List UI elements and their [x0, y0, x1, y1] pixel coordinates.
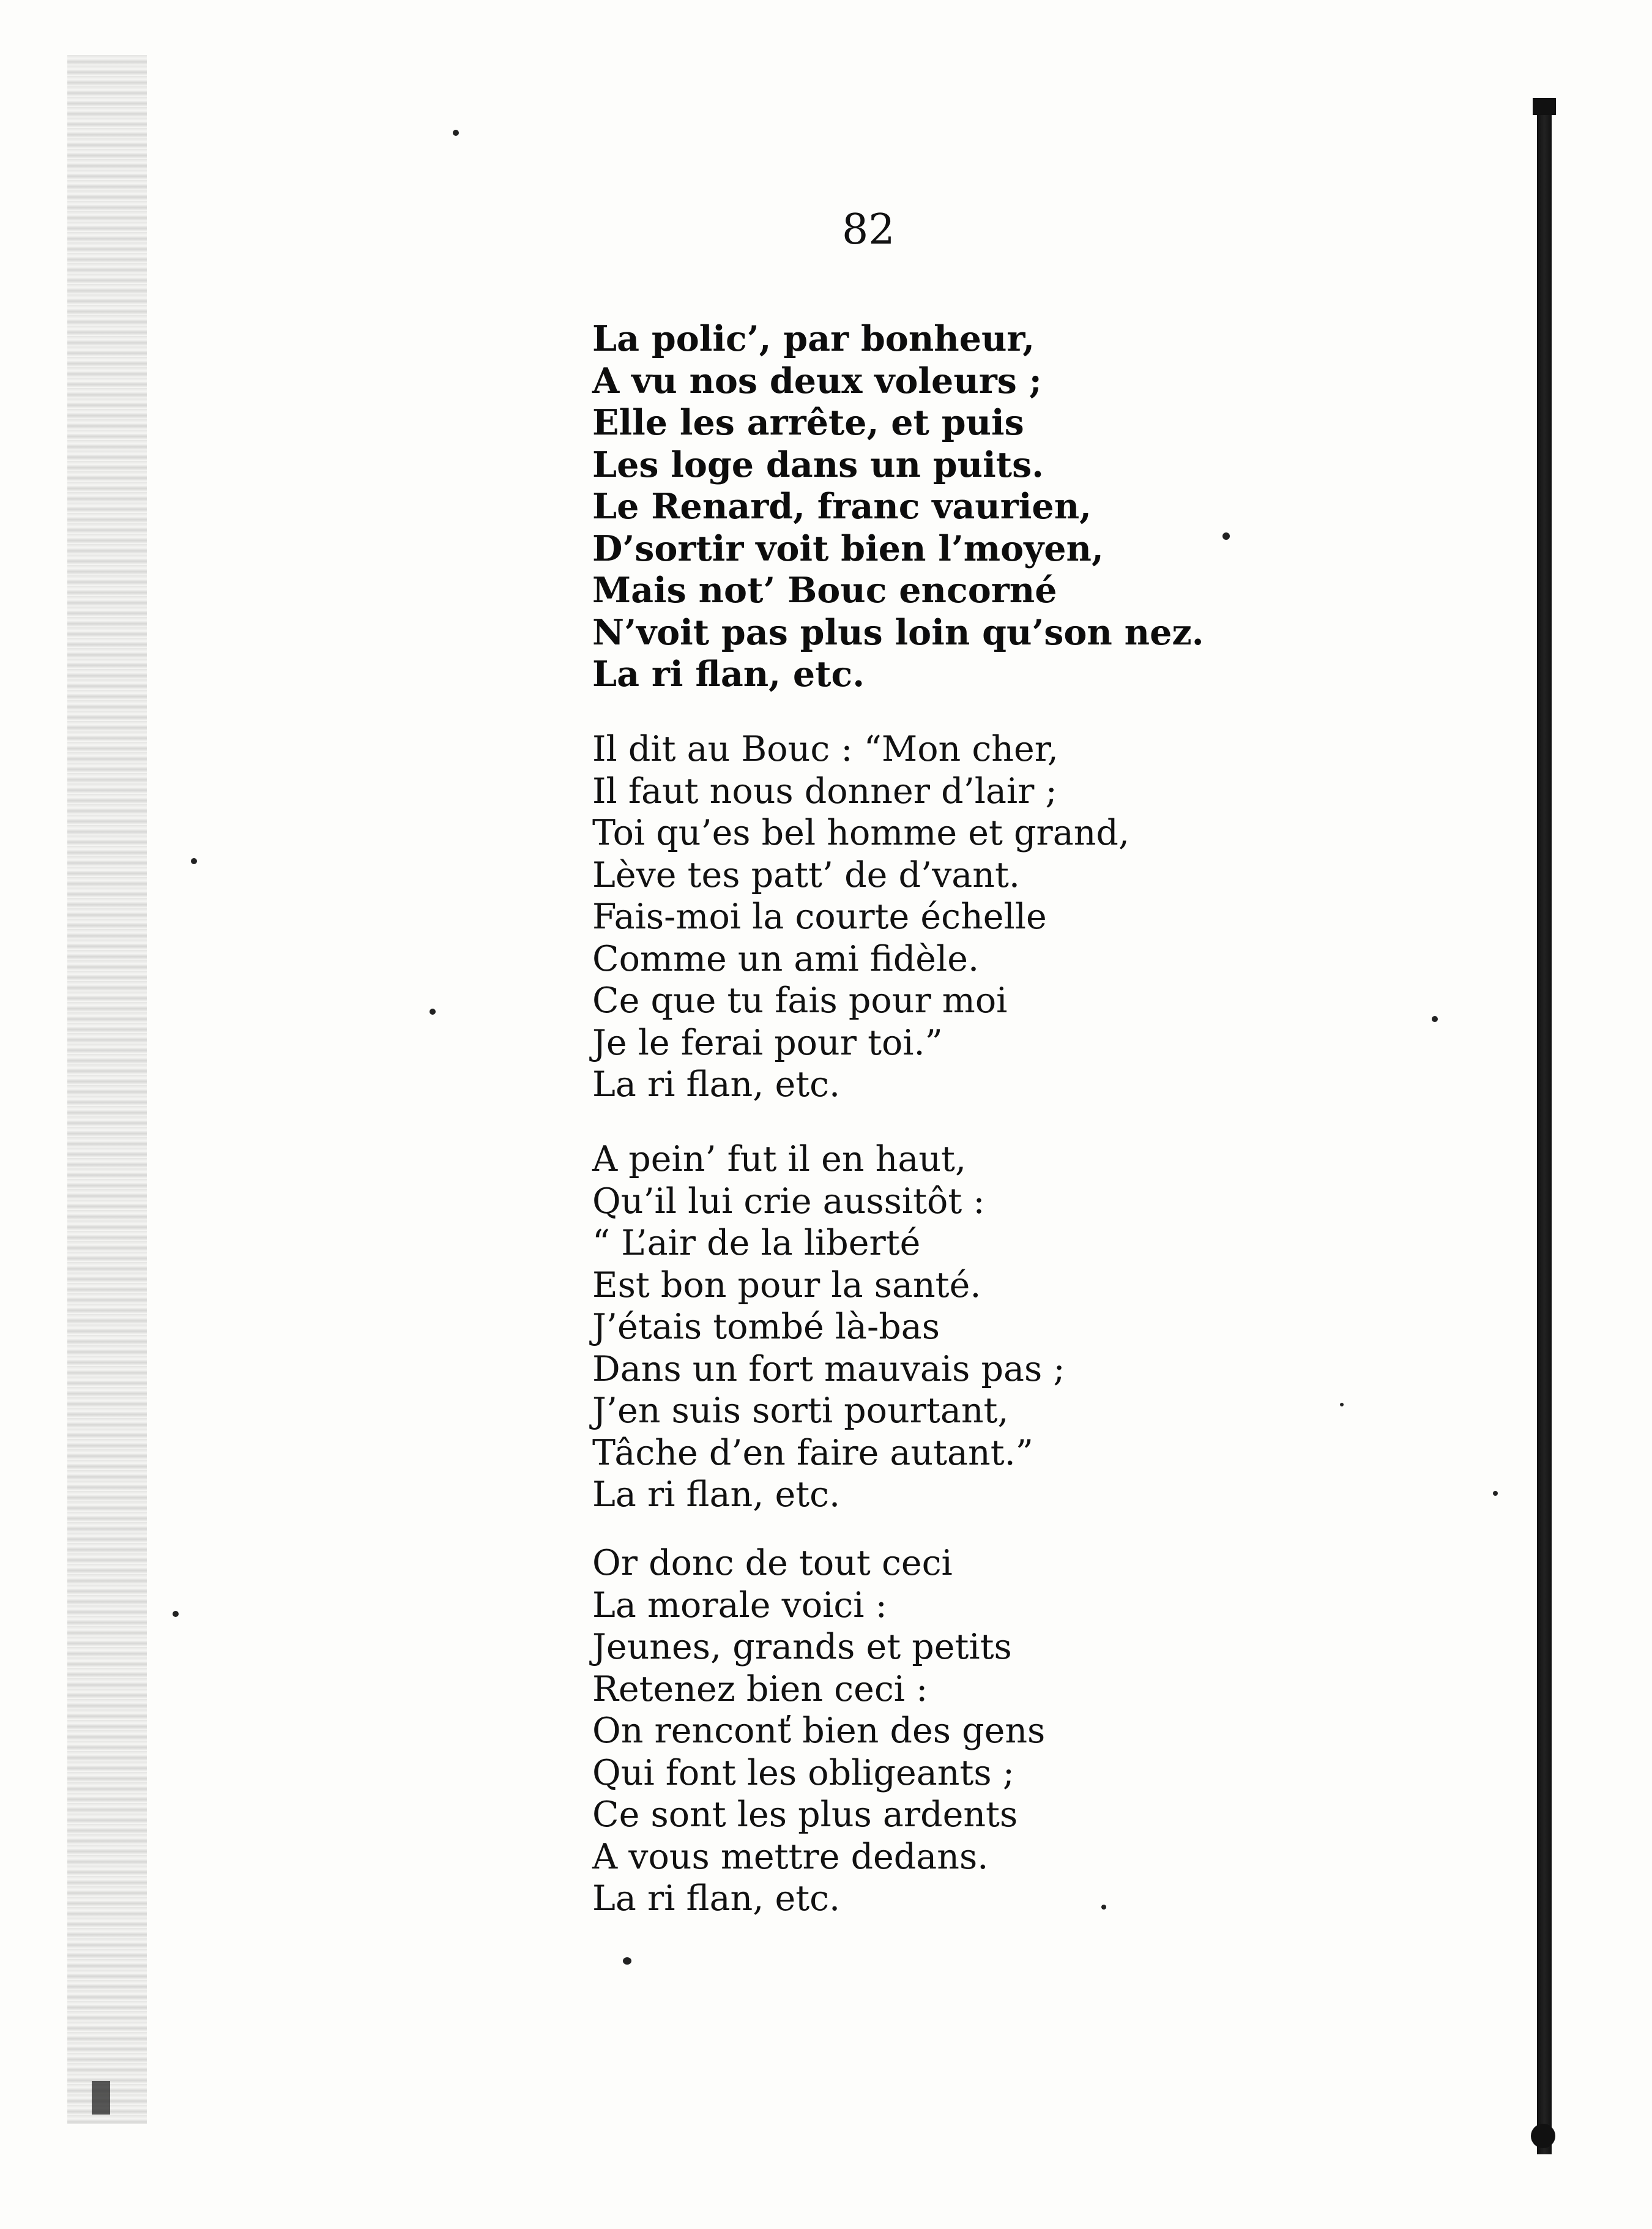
ink-speck	[1432, 1016, 1438, 1022]
verse-line: Ce sont les plus ardents	[592, 1794, 1018, 1835]
verse-line: La ri flan, etc.	[592, 1878, 841, 1919]
verse-line: A vu nos deux voleurs ;	[592, 360, 1042, 401]
verse-line: D’sortir voit bien l’moyen,	[592, 528, 1104, 569]
verse-line: Qu’il lui crie aussitôt :	[592, 1181, 985, 1222]
verse-line: Comme un ami fidèle.	[592, 938, 980, 979]
verse-line: La ri flan, etc.	[592, 654, 865, 695]
page-binding-shadow	[67, 55, 147, 2124]
ink-speck	[1493, 1491, 1498, 1496]
verse-line: Mais not’ Bouc encorné	[592, 570, 1057, 611]
verse-line: La polic’, par bonheur,	[592, 318, 1035, 359]
verse-line: On renconť bien des gens	[592, 1711, 1046, 1751]
verse-line: Tâche d’en faire autant.”	[592, 1432, 1033, 1473]
verse-line: Jeunes, grands et petits	[592, 1627, 1012, 1667]
ink-speck	[1222, 532, 1230, 540]
ink-speck	[173, 1611, 179, 1617]
verse-line: Toi qu’es bel homme et grand,	[592, 813, 1130, 853]
verse-line: Qui font les obligeants ;	[592, 1752, 1014, 1793]
verse-line: Fais-moi la courte échelle	[592, 897, 1047, 937]
verse-line: Il dit au Bouc : “Mon cher,	[592, 729, 1059, 769]
ink-speck	[191, 858, 197, 864]
verse-line: Dans un fort mauvais pas ;	[592, 1348, 1065, 1389]
page-binding-clip	[92, 2081, 110, 2115]
verse-line: N’voit pas plus loin qu’son nez.	[592, 611, 1204, 653]
verse-line: La ri flan, etc.	[592, 1474, 841, 1515]
verse-line: La ri flan, etc.	[592, 1064, 841, 1105]
verse-line: Lève tes patt’ de d’vant.	[592, 854, 1021, 895]
verse-line: Or donc de tout ceci	[592, 1543, 953, 1583]
stanza-2	[592, 728, 1129, 1106]
page-right-edge-cap	[1533, 98, 1556, 115]
verse-line: La morale voici :	[592, 1585, 887, 1626]
verse-line: Elle les arrête, et puis	[592, 402, 1024, 443]
verse-line: A pein’ fut il en haut,	[592, 1139, 967, 1179]
verse-line: Les loge dans un puits.	[592, 444, 1044, 485]
verse-line: “ L’air de la liberté	[592, 1223, 921, 1263]
verse-line: Le Renard, franc vaurien,	[592, 486, 1092, 527]
verse-line: Il faut nous donner d’lair ;	[592, 771, 1057, 812]
verse-line: A vous mettre dedans.	[592, 1836, 989, 1877]
stanza-3	[592, 1138, 1065, 1516]
verse-line: Je le ferai pour toi.”	[592, 1022, 943, 1063]
ink-speck	[1340, 1403, 1344, 1406]
verse-line: Ce que tu fais pour moi	[592, 980, 1008, 1021]
ink-speck	[430, 1009, 436, 1015]
page-right-edge-border	[1537, 98, 1552, 2154]
ink-speck	[623, 1957, 631, 1965]
ink-speck	[453, 130, 459, 136]
verse-line: J’étais tombé là-bas	[592, 1307, 940, 1347]
stanza-1	[592, 318, 1204, 696]
stanza-4	[592, 1542, 1045, 1920]
verse-line: Retenez bien ceci :	[592, 1668, 928, 1709]
verse-line: J’en suis sorti pourtant,	[592, 1391, 1009, 1431]
page-right-edge-knob	[1531, 2124, 1555, 2148]
ink-speck	[1101, 1905, 1106, 1910]
verse-line: Est bon pour la santé.	[592, 1264, 981, 1305]
page-number: 82	[842, 206, 895, 254]
